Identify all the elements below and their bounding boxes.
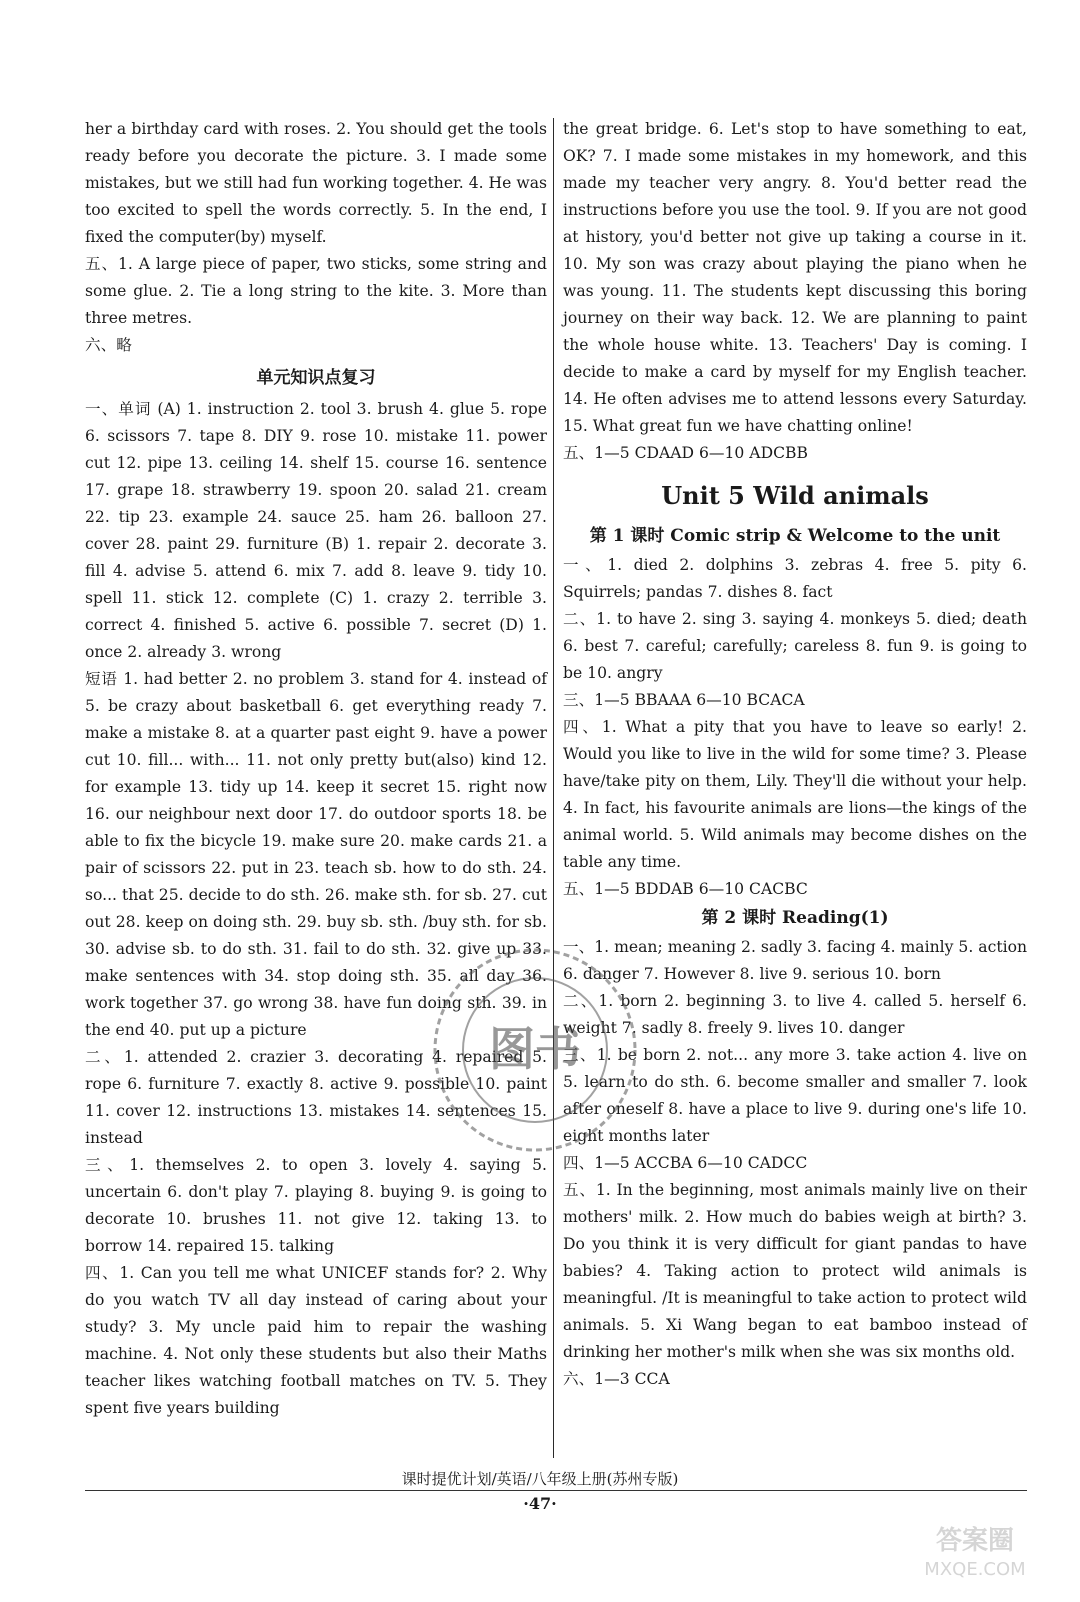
answer-paragraph: 六、1—3 CCA <box>563 1370 670 1388</box>
footer-rule <box>85 1490 1027 1491</box>
answer-paragraph: 五、1. In the beginning, most animals mainly live on their mothers' milk. 2. How much do babies weigh at birth? 3. Do you think it is very difficult for giant pandas to have babies? 4. Taking action to protect wild animals is meaningful. /It is meaningful to take action to protect wild animals. 5. Xi Wang began to eat bamboo instead of drinking her mother's milk when she was six months old. <box>563 1181 1027 1361</box>
answer-paragraph: 二、1. to have 2. sing 3. saying 4. monkeys 5. died; death 6. best 7. careful; carefully; careless 8. fun 9. is going to be 10. angry <box>563 610 1027 682</box>
answer-paragraph: 六、略 <box>85 336 132 354</box>
stamp-text: 图书 <box>489 1022 581 1076</box>
svg-text:答案圈: 答案圈 <box>935 1526 1015 1556</box>
answer-paragraph: 一、1. died 2. dolphins 3. zebras 4. free 5. pity 6. Squirrels; pandas 7. dishes 8. fact <box>563 556 1027 601</box>
watermark-logo-icon <box>900 1515 1050 1585</box>
footer-book-title: 课时提优计划/英语/八年级上册(苏州专版) <box>401 1470 679 1488</box>
right-column <box>563 116 1027 1393</box>
answer-paragraph: 三、1—5 BBAAA 6—10 BCACA <box>563 691 805 709</box>
answer-paragraph: 短语 1. had better 2. no problem 3. stand for 4. instead of 5. be crazy about basketball 6. get everything ready 7. make a mistake 8. at a quarter past eight 9. have a power cut 10. fill... with... 11. not only pretty but(also) kind 12. for example 13. tidy up 14. keep it secret 15. right now 16. our neighbour next door 17. do outdoor sports 18. be able to fix the bicycle 19. make sure 20. make cards 21. a pair of scissors 22. put in 23. teach sb. how to do sth. 24. so... that 25. decide to do sth. 26. make sth. for sb. 27. cut out 28. keep on doing sth. 29. buy sb. sth. /buy sth. for sb. 30. advise sb. to do sth. 31. fail to do sth. 32. give up 33. make sentences with 34. stop doing sth. 35. all day 36. work together 37. go wrong 38. have fun doing sth. 39. in the end 40. put up a picture <box>85 670 547 1039</box>
answer-paragraph: 五、1—5 BDDAB 6—10 CACBC <box>563 880 808 898</box>
page-number: ·47· <box>523 1494 557 1513</box>
answer-paragraph: 一、1. mean; meaning 2. sadly 3. facing 4. mainly 5. action 6. danger 7. However 8. live 9. serious 10. born <box>563 938 1027 983</box>
unit-title: Unit 5 Wild animals <box>661 481 929 510</box>
answer-paragraph: 二、1. born 2. beginning 3. to live 4. called 5. herself 6. weight 7. sadly 8. freely 9. lives 10. danger <box>563 992 1027 1037</box>
answer-paragraph: 四、1. Can you tell me what UNICEF stands for? 2. Why do you watch TV all day instead of caring about your study? 3. My uncle paid him to repair the washing machine. 4. Not only these students but also their Maths teacher likes watching football matches on TV. 5. They spent five years building <box>85 1264 547 1417</box>
answer-paragraph: 四、1—5 ACCBA 6—10 CADCC <box>563 1154 808 1172</box>
answer-paragraph: 四、1. What a pity that you have to leave so early! 2. Would you like to live in the wild for some time? 3. Please have/take pity on them, Lily. They'll die without your help. 4. In fact, his favourite animals are lions—the kings of the animal world. 5. Wild animals may become dishes on the table any time. <box>563 718 1027 871</box>
review-section-title: 单元知识点复习 <box>256 368 376 388</box>
answer-paragraph: the great bridge. 6. Let's stop to have something to eat, OK? 7. I made some mistakes in my homework, and this made my teacher very angry. 8. You'd better read the instructions before you use the tool. 9. If you are not good at history, you'd better not give up taking a course in it. 10. My son was crazy about playing the piano when he was young. 11. The students kept discussing this boring journey on their way back. 12. We are planning to paint the whole house white. 13. Teachers' Day is coming. I decide to make a card by myself for my English teacher. 14. He often advises me to attend lessons every Saturday. 15. What great fun we have chatting online! <box>563 120 1027 435</box>
left-column <box>85 116 547 1422</box>
answer-paragraph: 二、1. attended 2. crazier 3. decorating 4. repaired 5. rope 6. furniture 7. exactly 8. active 9. possible 10. paint 11. cover 12. instructions 13. mistakes 14. sentences 15. instead <box>85 1048 547 1147</box>
library-stamp-icon <box>420 935 650 1165</box>
lesson-title: 第 1 课时 Comic strip & Welcome to the unit <box>589 526 1001 546</box>
answer-paragraph: 三、1. be born 2. not... any more 3. take action 4. live on 5. learn to do sth. 6. become smaller and smaller 7. look after oneself 8. have a place to live 9. during one's life 10. eight months later <box>563 1046 1027 1145</box>
answer-paragraph: her a birthday card with roses. 2. You should get the tools ready before you decorate the picture. 3. I made some mistakes, but we still had fun working together. 4. He was too excited to spell the words correctly. 5. In the end, I fixed the computer(by) myself. <box>85 120 547 246</box>
answer-paragraph: 五、1. A large piece of paper, two sticks, some string and some glue. 2. Tie a long string to the kite. 3. More than three metres. <box>85 255 547 327</box>
answer-paragraph: 三、1. themselves 2. to open 3. lovely 4. saying 5. uncertain 6. don't play 7. playing 8. buying 9. is going to decorate 10. brushes 11. not give 12. taking 13. to borrow 14. repaired 15. talking <box>85 1156 547 1255</box>
column-divider <box>553 118 554 1458</box>
answer-paragraph: 一、单词 (A) 1. instruction 2. tool 3. brush 4. glue 5. rope 6. scissors 7. tape 8. DIY 9. rose 10. mistake 11. power cut 12. pipe 13. ceiling 14. shelf 15. course 16. sentence 17. grape 18. strawberry 19. spoon 20. salad 21. cream 22. tip 23. example 24. sauce 25. ham 26. balloon 27. cover 28. paint 29. furniture (B) 1. repair 2. decorate 3. fill 4. advise 5. attend 6. mix 7. add 8. leave 9. tidy 10. spell 11. stick 12. complete (C) 1. crazy 2. terrible 3. correct 4. finished 5. active 6. possible 7. secret (D) 1. once 2. already 3. wrong <box>85 400 547 661</box>
answer-paragraph: 五、1—5 CDAAD 6—10 ADCBB <box>563 444 808 462</box>
lesson-title: 第 2 课时 Reading(1) <box>701 908 889 928</box>
svg-text:MXQE.COM: MXQE.COM <box>924 1559 1026 1580</box>
